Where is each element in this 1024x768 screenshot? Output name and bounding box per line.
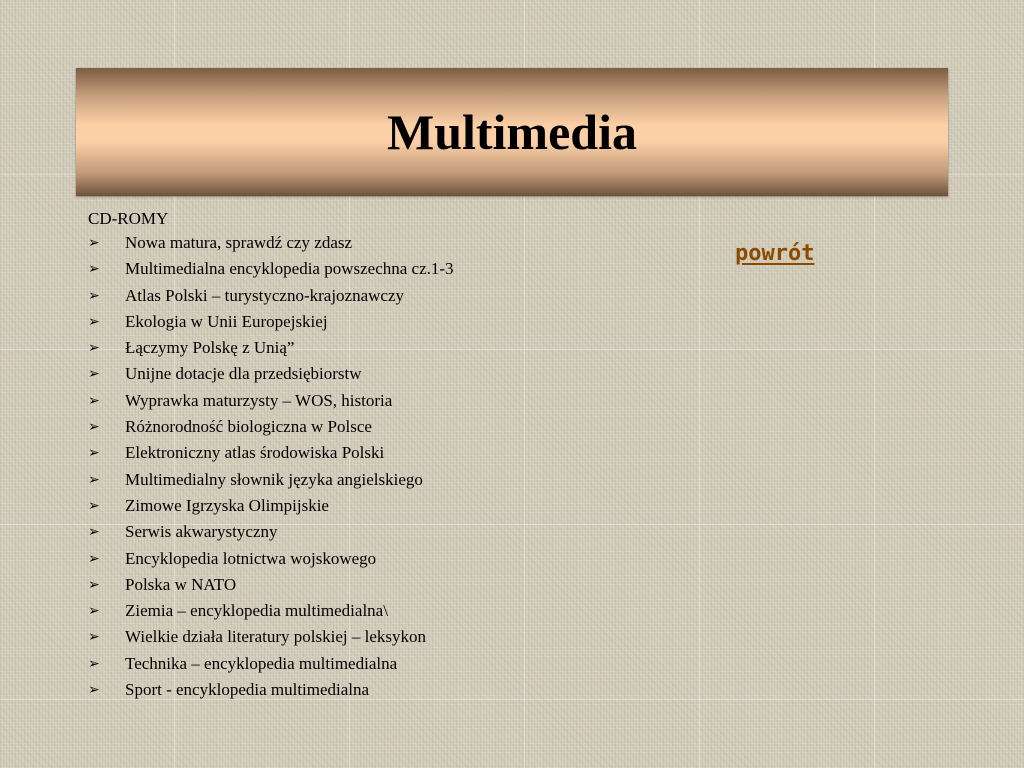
arrowhead-bullet-icon: ➢ bbox=[88, 497, 100, 514]
list-item bbox=[88, 624, 648, 650]
arrowhead-bullet-icon: ➢ bbox=[88, 629, 100, 646]
list-item bbox=[88, 440, 648, 466]
list-item-label: Technika – encyklopedia multimedialna bbox=[125, 653, 398, 673]
arrowhead-bullet-icon: ➢ bbox=[88, 235, 100, 251]
list-item bbox=[88, 388, 648, 414]
arrowhead-bullet-icon: ➢ bbox=[88, 576, 100, 593]
list-item bbox=[88, 414, 648, 440]
list-item-label: Wyprawka maturzysty – WOS, historia bbox=[125, 390, 393, 410]
arrowhead-bullet-icon: ➢ bbox=[88, 313, 100, 330]
list-item-label: Zimowe Igrzyska Olimpijskie bbox=[125, 495, 329, 515]
list-item bbox=[88, 309, 648, 335]
list-item-label: Wielkie działa literatury polskiej – leksykon bbox=[125, 627, 426, 647]
list-item-label: Polska w NATO bbox=[125, 574, 237, 594]
arrowhead-bullet-icon: ➢ bbox=[88, 340, 100, 357]
list-item bbox=[88, 467, 648, 493]
list-item-label: Różnorodność biologiczna w Polsce bbox=[125, 417, 372, 437]
list-item-label: Multimedialny słownik języka angielskiego bbox=[125, 469, 423, 489]
list-item bbox=[88, 546, 648, 572]
arrowhead-bullet-icon: ➢ bbox=[88, 287, 100, 304]
cd-rom-list bbox=[88, 230, 648, 703]
list-item bbox=[88, 256, 648, 282]
list-item-label: Sport - encyklopedia multimedialna bbox=[125, 680, 370, 700]
list-item-label: Unijne dotacje dla przedsiębiorstw bbox=[125, 364, 362, 384]
arrowhead-bullet-icon: ➢ bbox=[88, 445, 100, 462]
arrowhead-bullet-icon: ➢ bbox=[88, 603, 100, 620]
arrowhead-bullet-icon: ➢ bbox=[88, 392, 100, 409]
list-item bbox=[88, 598, 648, 624]
list-item bbox=[88, 651, 648, 677]
list-item-label: Ziemia – encyklopedia multimedialna\ bbox=[125, 601, 388, 621]
list-item-label: Elektroniczny atlas środowiska Polski bbox=[125, 443, 385, 463]
arrowhead-bullet-icon: ➢ bbox=[88, 682, 100, 699]
list-item-label: Multimedialna encyklopedia powszechna cz.1-3 bbox=[125, 259, 454, 279]
list-item-label: Nowa matura, sprawdź czy zdasz bbox=[125, 233, 353, 252]
content-area bbox=[88, 208, 648, 703]
title-banner bbox=[76, 68, 948, 196]
list-item bbox=[88, 230, 648, 256]
list-item bbox=[88, 283, 648, 309]
list-item bbox=[88, 493, 648, 519]
list-item-label: Encyklopedia lotnictwa wojskowego bbox=[125, 548, 377, 568]
list-item bbox=[88, 677, 648, 703]
list-item-label: Serwis akwarystyczny bbox=[125, 522, 278, 542]
arrowhead-bullet-icon: ➢ bbox=[88, 655, 100, 672]
arrowhead-bullet-icon: ➢ bbox=[88, 550, 100, 567]
arrowhead-bullet-icon: ➢ bbox=[88, 471, 100, 488]
list-item-label: Ekologia w Unii Europejskiej bbox=[125, 311, 328, 331]
list-item bbox=[88, 572, 648, 598]
section-heading: CD-ROMY bbox=[88, 209, 169, 228]
list-item bbox=[88, 361, 648, 387]
back-link[interactable]: powrót bbox=[735, 241, 815, 266]
list-item bbox=[88, 519, 648, 545]
list-item-label: Łączymy Polskę z Unią” bbox=[125, 338, 295, 358]
arrowhead-bullet-icon: ➢ bbox=[88, 419, 100, 436]
list-item-label: Atlas Polski – turystyczno-krajoznawczy bbox=[125, 285, 405, 305]
slide-title: Multimedia bbox=[387, 104, 637, 160]
list-item bbox=[88, 335, 648, 361]
arrowhead-bullet-icon: ➢ bbox=[88, 524, 100, 541]
arrowhead-bullet-icon: ➢ bbox=[88, 366, 100, 383]
arrowhead-bullet-icon: ➢ bbox=[88, 261, 100, 278]
